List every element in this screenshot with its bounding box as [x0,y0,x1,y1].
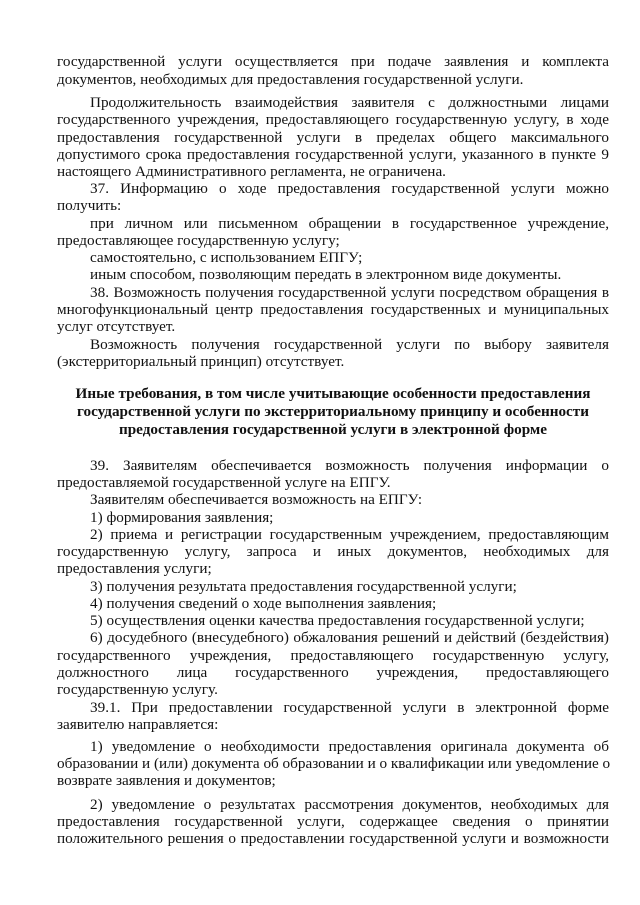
section-heading: государственной услуги по экстерриториальному принципу и особенности [76,403,589,420]
text-line: допустимого срока предоставления государственной услуги, указанного в пункте 9 [57,146,609,163]
text-line: документов, необходимых для предоставления государственной услуги. [57,71,524,88]
text-line: 37. Информацию о ходе предоставления государственной услуги можно [90,180,609,197]
text-line: государственного учреждения, предоставляющего государственную услугу, в ходе [57,111,609,128]
text-line: 39. Заявителям обеспечивается возможность получения информации о [90,457,609,474]
text-line: иным способом, позволяющим передать в электронном виде документы. [90,266,562,283]
text-line: предоставляющее государственную услугу; [57,232,340,249]
text-line: предоставления государственной услуги в пределах общего максимального [57,129,609,146]
text-line: получить: [57,197,122,214]
text-line: самостоятельно, с использованием ЕПГУ; [90,249,363,266]
text-line: государственную услугу, запроса и иных документов, необходимых для [57,543,609,560]
text-line: 39.1. При предоставлении государственной услуги в электронной форме [90,699,609,716]
text-line: положительного решения о предоставлении государственной услуги и возможности [57,830,609,847]
text-line: Возможность получения государственной услуги по выбору заявителя [90,336,609,353]
text-line: заявителю направляется: [57,716,219,733]
text-line: государственной услуги осуществляется при подаче заявления и комплекта [57,53,609,70]
text-line: предоставляемой государственной услуге на ЕПГУ. [57,474,391,491]
text-line: 2) уведомление о результатах рассмотрения документов, необходимых для [90,796,609,813]
section-heading: предоставления государственной услуги в электронной форме [118,421,548,438]
text-line: возврате заявления и документов; [57,772,276,789]
text-line: 4) получения сведений о ходе выполнения заявления; [90,595,437,612]
section-heading: Иные требования, в том числе учитывающие особенности предоставления [75,385,591,402]
text-line: государственного учреждения, предоставляющего государственную услугу, [57,647,609,664]
text-line: 5) осуществления оценки качества предоставления государственной услуги; [90,612,585,629]
text-line: 6) досудебного (внесудебного) обжалования решений и действий (бездействия) [90,629,609,646]
text-line: настоящего Административного регламента, не ограничена. [57,163,446,180]
text-line: предоставления государственной услуги, содержащее сведения о принятии [57,813,609,830]
text-line: Продолжительность взаимодействия заявителя с должностными лицами [90,94,609,111]
text-line: при личном или письменном обращении в государственное учреждение, [90,215,609,232]
text-line: многофункциональный центр предоставления государственных и муниципальных [57,301,609,318]
text-line: государственную услугу. [57,681,218,698]
text-line: (экстерриториальный принцип) отсутствует. [57,353,345,370]
text-line: 38. Возможность получения государственной услуги посредством обращения в [90,284,609,301]
text-line: должностного лица государственного учреждения, предоставляющего [57,664,609,681]
text-line: 2) приема и регистрации государственным учреждением, предоставляющим [90,526,609,543]
text-line: 1) формирования заявления; [90,509,274,526]
text-line: услуг отсутствует. [57,318,176,335]
text-line: предоставления услуги; [57,560,212,577]
text-line: 1) уведомление о необходимости предоставления оригинала документа об [90,738,609,755]
text-line: Заявителям обеспечивается возможность на ЕПГУ: [90,491,423,508]
text-line: образовании и (или) документа об образовании и о квалификации или уведомление о [57,755,611,772]
text-line: 3) получения результата предоставления государственной услуги; [90,578,517,595]
